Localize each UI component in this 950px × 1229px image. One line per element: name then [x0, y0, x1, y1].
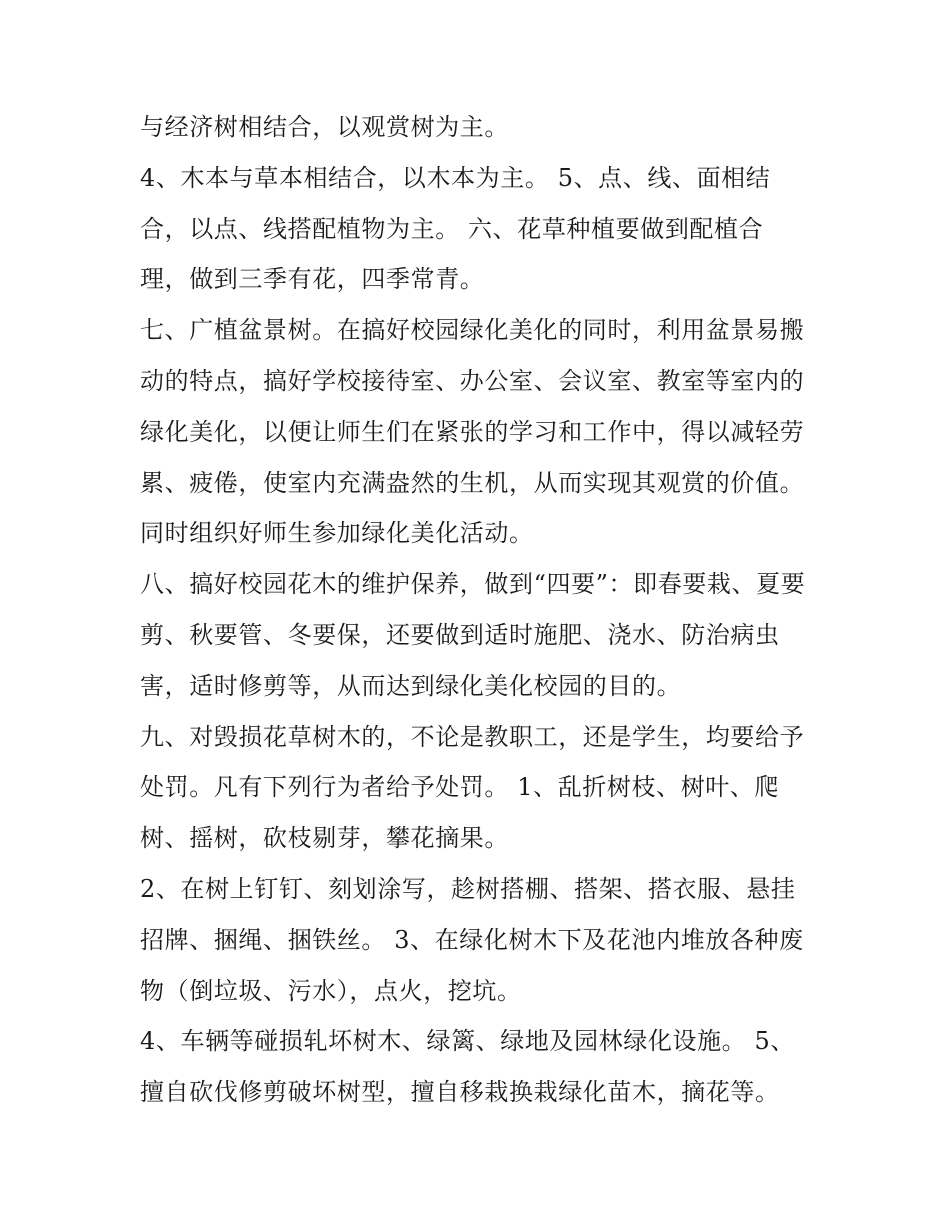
text-line: 树、摇树，砍枝剔芽，攀花摘果。	[140, 824, 509, 853]
text-line: 擅自砍伐修剪破坏树型，擅自移栽换栽绿化苗木，摘花等。	[140, 1078, 780, 1107]
text-line: 绿化美化，以便让师生们在紧张的学习和工作中，得以减轻劳	[140, 417, 805, 446]
text-line: 七、广植盆景树。在搞好校园绿化美化的同时，利用盆景易搬	[140, 316, 805, 345]
text-line: 2、在树上钉钉、刻划涂写，趁树搭棚、搭架、搭衣服、悬挂	[140, 874, 796, 903]
text-line: 招牌、捆绳、捆铁丝。 3、在绿化树木下及花池内堆放各种废	[140, 925, 804, 954]
text-line: 九、对毁损花草树木的，不论是教职工，还是学生，均要给予	[140, 722, 805, 751]
text-line: 剪、秋要管、冬要保，还要做到适时施肥、浇水、防治病虫	[140, 620, 780, 649]
text-line: 动的特点，搞好学校接待室、办公室、会议室、教室等室内的	[140, 366, 805, 395]
document-body	[140, 102, 820, 1118]
text-line: 合，以点、线搭配植物为主。 六、花草种植要做到配植合	[140, 214, 764, 243]
text-line: 害，适时修剪等，从而达到绿化美化校园的目的。	[140, 671, 682, 700]
text-line: 处罚。凡有下列行为者给予处罚。 1、乱折树枝、树叶、爬	[140, 773, 780, 802]
text-line: 同时组织好师生参加绿化美化活动。	[140, 519, 534, 548]
text-line: 4、车辆等碰损轧坏树木、绿篱、绿地及园林绿化设施。 5、	[140, 1027, 795, 1056]
text-line: 4、木本与草本相结合，以木本为主。 5、点、线、面相结	[140, 163, 771, 192]
text-line: 与经济树相结合，以观赏树为主。	[140, 113, 509, 141]
text-line: 八、搞好校园花木的维护保养，做到“四要”：即春要栽、夏要	[140, 570, 806, 599]
text-line: 累、疲倦，使室内充满盎然的生机，从而实现其观赏的价值。	[140, 468, 805, 497]
text-line: 物（倒垃圾、污水），点火，挖坑。	[140, 976, 522, 1005]
text-line: 理，做到三季有花，四季常青。	[140, 265, 485, 294]
